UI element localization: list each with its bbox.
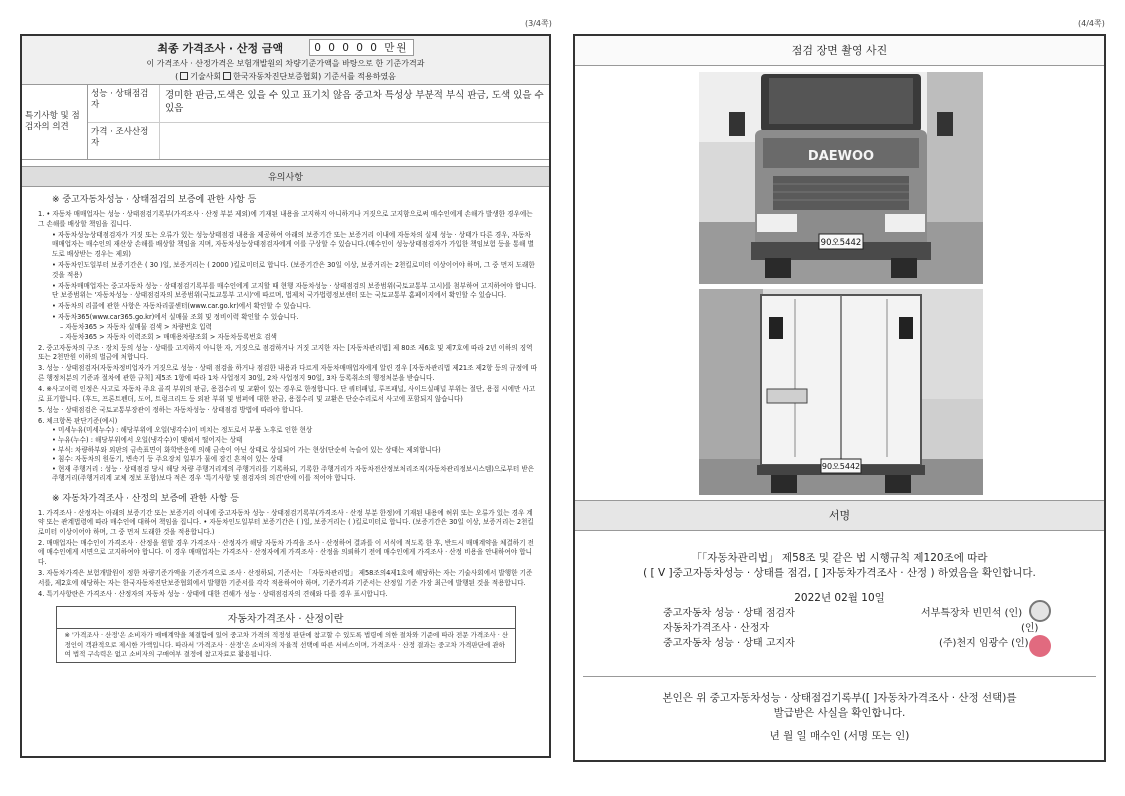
appraiser-seal-mark: (인) — [1021, 623, 1039, 634]
notice-item: – 자동차365 > 자동차 실매물 검색 > 차량번호 입력 — [60, 323, 212, 332]
buyer-signature-line[interactable]: 년 월 일 매수인 (서명 또는 인) — [769, 730, 910, 742]
buyer-confirmation-line2: 발급받은 사실을 확인합니다. — [773, 707, 906, 719]
law-reference-line: 「「자동차관리법」 제58조 및 같은 법 시행규칙 제120조에 따라 — [691, 552, 988, 564]
page-number-left: (3/4쪽) — [525, 19, 552, 28]
notice-item: • 부식: 차량하부와 외판의 금속표면이 화학반응에 의해 금속이 아닌 상태로 상실되어 가는 현상(단순히 녹슬어 있는 상태는 제외합니다) — [52, 445, 441, 454]
final-price-amount: 0 0 0 0 0 만원 — [309, 39, 413, 56]
notice-item: 6. 체크항목 판단기준(예시) — [38, 416, 118, 425]
notice-item: • 현재 주행거리 : 성능 · 상태점검 당시 해당 차량 주행거리계의 주행거리를 기록하되, 기록한 주행거리가 자동차전산정보처리조직(자동차관리정보시스템)으로부터 받은 주행거리(주행거리계 교체 정보 포함)보다 적은 경우 '특기사항 및 점검자의 의견'란에 이를 적어야 합니다. — [52, 464, 535, 483]
checkbox-kada[interactable] — [223, 72, 231, 80]
price-notice-body — [22, 509, 549, 600]
notice-item: • 자동차인도일부터 보증기간은 ( 30 )일, 보증거리는 ( 2000 )킬로미터로 합니다. (보증기간은 30일 이상, 보증거리는 2천킬로미터 이상이어야 하며, 그 중 먼저 도래한 것을 적용) — [52, 260, 535, 279]
notice-item: 4. ※사고이력 인정은 사고로 자동차 주요 골격 부위의 판금, 용접수리 및 교환이 있는 경우로 한정합니다. 단 쿼터패널, 루프패널, 사이드실패널 부위는 절단, 용접 시에만 사고로 표기합니다. (후드, 프론트펜더, 도어, 트렁크리드 등 외판 부위 및 범퍼에 대한 판금, 용접수리 및 교환은 단순수리로서 사고에 포함되지 않습니다) — [38, 385, 536, 403]
inspector-opinion-row — [88, 85, 549, 123]
notice-subheading-inspection: ※ 중고자동차성능 · 상태점검의 보증에 관한 사항 등 — [52, 195, 257, 205]
notice-item: 3. 자동차가격은 보험개발원이 정한 차량기준가액을 기준가격으로 조사 · 산정하되, 기준서는 「자동차관리법」 제58조의4제1호에 해당하는 자는 기술사회에서 발행한 기준서를, 제2호에 해당하는 자는 한국자동차진단보증협회에서 발행한 기준서를 각각 적용하여야 하며, 기준가격과 기준서는 산정일 기준 가장 최근에 발행된 것을 적용합니다. — [38, 569, 533, 587]
notice-item: 2. 매매업자는 매수인이 가격조사 · 산정을 원할 경우 가격조사 · 산정자가 해당 자동차 가격을 조사 · 산정하여 결과를 이 서식에 적도록 한 후, 반드시 매매계약을 체결하기 전에 매수인에게 서면으로 고지하여야 합니다. 이 경우 매매업자는 가격조사 · 산정자에게 가격조사 · 산정을 의뢰하기 전에 매수인에게 가격조사 · 산정 비용을 안내하여야 합니다. — [38, 538, 534, 566]
notice-item: 1. 가격조사 · 산정자는 아래의 보증기간 또는 보증거리 이내에 중고자동차 성능 · 상태점검기록부(가격조사 · 산정 부분 한정)에 기재된 내용에 허위 또는 오류가 있는 경우 계약 또는 관계법령에 따라 매수인에 대하여 책임을 집니다. • 자동차인도일부터 보증기간은 ( )일, 보증거리는 ( )킬로미터로 합니다. (보증기간은 30일 이상, 보증거리는 2천킬로미터 이상이어야 하며, 그 중 먼저 도래한 것을 적용합니다.) — [38, 508, 534, 536]
appraiser-label: 가격 · 조사산정자 — [88, 123, 160, 159]
final-price-title: 최종 가격조사 · 산정 금액 — [157, 41, 284, 55]
signature-date: 2022년 02월 10일 — [794, 592, 885, 604]
notice-item: 4. 특기사항란은 가격조사 · 산정자의 자동차 성능 · 상태에 대한 견해가 성능 · 상태점검자의 견해와 다를 경우 표시합니다. — [38, 589, 388, 598]
notice-item: – 자동차365 > 자동차 이력조회 > 매매용차량조회 > 자동차등록번호 검색 — [60, 332, 277, 341]
notice-item: • 자동차의 리콜에 관한 사항은 자동차리콜센터(www.car.go.kr)에서 확인할 수 있습니다. — [52, 302, 311, 311]
notice-item: • 누유(누수) : 해당부위에서 오일(냉각수)이 맺혀서 떨어지는 상태 — [52, 436, 243, 445]
notifier-seal — [1029, 635, 1051, 657]
notifier-role: 중고자동차 성능 · 상태 고지자 — [663, 638, 795, 649]
buyer-confirmation-line1: 본인은 위 중고자동차성능 · 상태점검기록부([ ]자동차가격조사 · 산정 선택)를 — [662, 692, 1017, 704]
notice-item: • 자동차성능상태점검자가 거짓 또는 오류가 있는 성능상태점검 내용을 제공하여 아래의 보증기간 또는 보증거리 이내에 자동차의 실제 성능 · 상태가 다른 경우, 자동차매매업자는 매수인의 재산상 손해를 배상할 책임을 지며, 자동차성능상태점검자에게 이를 구상할 수 있습니다.(매수인이 성능상태점검자가 가입한 책임보험 등을 통해 별도로 배상받는 경우는 제외) — [52, 230, 534, 258]
notice-item: 2. 중고자동차의 구조 · 장치 등의 성능 · 상태를 고지하지 아니한 자, 거짓으로 점검하거나 거짓 고지한 자는 [자동차관리법] 제 80조 제6호 및 제7호에 따라 2년 이하의 징역 또는 2천만원 이하의 벌금에 처합니다. — [38, 343, 533, 362]
definition-text: ※ '가격조사 · 산정'은 소비자가 매매계약을 체결함에 있어 중고차 가격의 적정성 판단에 참고할 수 있도록 법령에 의한 절차와 기준에 따라 전문 가격조사 · 산정인이 객관적으로 제시한 가액입니다. 따라서 '가격조사 · 산정'은 소비자의 자율적 선택에 따른 서비스이며, 가격조사 · 산정 결과는 중고차 가격판단에 관하여 법적 구속력은 없고 소비자의 구매여부 결정에 참고자료로 활용됩니다. — [64, 631, 509, 658]
notice-item: • 자동차매매업자는 중고자동차 성능 · 상태점검기록부를 매수인에게 고지할 때 현행 자동차성능 · 상태점검의 보증범위(국토교통부 고시)를 첨부하여 고지하여야 합니다. 단 보증범위는 '자동차성능 · 상태점검자의 보증범위(국토교통부 고시)'에 따르며, 법제처 국가법령정보센터 또는 국토교통부 홈페이지에서 확인할 수 있습니다. — [52, 281, 537, 300]
buyer-confirmation — [583, 676, 1096, 744]
notice-item: • 자동차365(www.car365.go.kr)에서 실매물 조회 및 정비이력 확인할 수 있습니다. — [52, 313, 299, 322]
confirmation-scope-line: ( [ V ]중고자동차성능 · 상태를 점검, [ ]자동차가격조사 · 산정 ) 하였음을 확인합니다. — [643, 567, 1036, 579]
notice-item: • 미세누유(미세누수) : 해당부위에 오일(냉각수)이 비치는 정도로서 부품 노후로 인한 현상 — [52, 426, 313, 435]
signatory-list — [583, 606, 1096, 666]
inspector-role: 중고자동차 성능 · 상태 점검자 — [663, 608, 795, 619]
appraiser-role: 자동차가격조사 · 산정자 — [663, 623, 770, 634]
inspection-photos — [575, 66, 1104, 501]
price-basis-line: 이 가격조사 · 산정가격은 보험개발원의 차량기준가액을 바탕으로 한 기준가격과 — [146, 59, 425, 68]
inspection-notes-page — [20, 34, 551, 758]
notice-item: 1. • 자동차 매매업자는 성능 · 상태점검기록부(가격조사 · 산정 부분 제외)에 기재된 내용을 고지하지 아니하거나 거짓으로 고지함으로써 매수인에게 손해가 발생한 경우에는 그 손해를 배상할 책임을 집니다. — [38, 210, 533, 228]
notice-item: 3. 성능 · 상태점검자(자동차정비업자가 거짓으로 성능 · 상태 점검을 하거나 점검한 내용과 다르게 자동차매매업자에게 알린 경우 [자동차관리법 제21조 제2항 등의 규정에 따른 행정처분의 기준과 절차에 관한 규칙] 제5조 1항에 따라 1차 사업정지 30일, 2차 사업정지 90일, 3차 등록취소의 행정처분을 받습니다. — [38, 364, 537, 382]
final-price-header — [22, 36, 549, 85]
signature-section-title: 서명 — [575, 501, 1104, 531]
notifier-name: (주)천지 임광수 (인) — [939, 638, 1029, 649]
notice-item: 5. 성능 · 상태점검은 국토교통부장관이 정하는 자동차성능 · 상태점검 방법에 따라야 합니다. — [38, 405, 303, 414]
truck-rear-photo — [699, 289, 983, 495]
special-notes-table — [22, 85, 549, 160]
price-standard-line: ( 기술사회 한국자동차진단보증협회) 기준서를 적용하였음 — [175, 72, 396, 81]
truck-front-photo — [699, 72, 983, 284]
appraiser-opinion-row — [88, 123, 549, 159]
special-notes-label: 특기사항 및 점검자의 의견 — [22, 85, 88, 159]
checkbox-technician-society[interactable] — [180, 72, 188, 80]
inspector-name: 서부특장차 빈민석 (인) — [921, 608, 1023, 619]
rear-license-plate: 90오5442 — [821, 462, 861, 471]
brand-badge: DAEWOO — [807, 149, 875, 164]
notice-item: • 침수: 자동차의 원동기, 변속기 등 주요장치 일부가 물에 잠긴 흔적이 있는 상태 — [52, 455, 283, 464]
notice-subheading-price: ※ 자동차가격조사 · 산정의 보증에 관한 사항 등 — [52, 493, 239, 504]
page-number-right: (4/4쪽) — [1078, 19, 1105, 28]
inspector-label: 성능 · 상태점검자 — [88, 85, 160, 122]
inspection-notice-body — [22, 210, 549, 484]
photo-signature-page — [573, 34, 1106, 762]
price-appraisal-definition-box — [56, 606, 516, 663]
front-license-plate: 90오5442 — [820, 238, 862, 248]
definition-title: 자동차가격조사 · 산정이란 — [57, 607, 515, 629]
signature-section — [575, 531, 1104, 744]
inspector-seal — [1029, 600, 1051, 622]
notice-section-title: 유의사항 — [22, 166, 549, 187]
inspector-opinion-text: 경미한 판금,도색은 있을 수 있고 표기치 않음 중고차 특성상 부분적 부식 판금, 도색 있을 수 있음 — [165, 90, 544, 114]
photo-section-title: 점검 장면 촬영 사진 — [575, 36, 1104, 66]
appraiser-opinion-text — [160, 123, 549, 159]
